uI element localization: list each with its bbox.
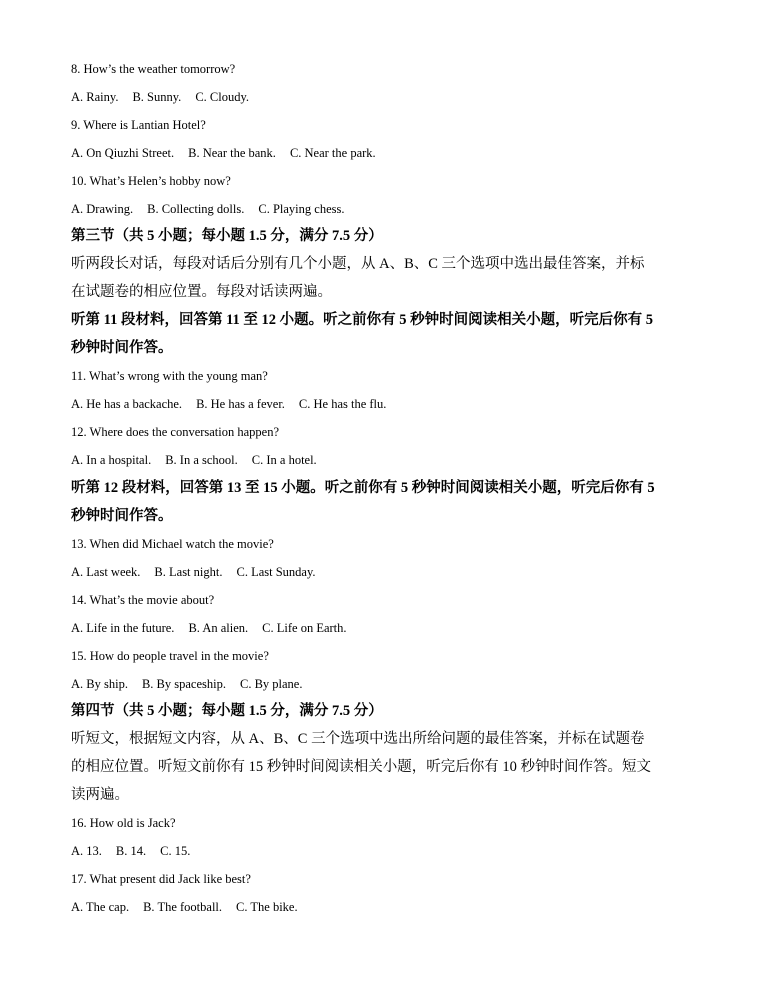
option-a: A. Rainy.	[71, 90, 119, 104]
section-4-title: 第四节（共 5 小题；每小题 1.5 分，满分 7.5 分）	[71, 703, 383, 719]
option-a: A. 13.	[71, 844, 102, 858]
option-b: B. An alien.	[188, 621, 249, 635]
option-b: B. He has a fever.	[196, 397, 285, 411]
question-14-options	[71, 614, 711, 642]
instruction-line: 听第 12 段材料，回答第 13 至 15 小题。听之前你有 5 秒钟时间阅读相关小题，听完后你有 5	[71, 480, 655, 496]
question-9-options	[71, 139, 711, 167]
option-c: C. The bike.	[236, 900, 298, 914]
option-a: A. Drawing.	[71, 202, 134, 216]
instruction-line: 秒钟时间作答。	[71, 508, 173, 524]
option-b: B. 14.	[115, 844, 147, 858]
option-b: B. The football.	[143, 900, 223, 914]
option-c: C. Playing chess.	[258, 202, 345, 216]
option-c: C. Last Sunday.	[236, 565, 316, 579]
instruction-line: 在试题卷的相应位置。每段对话读两遍。	[71, 284, 332, 300]
option-c: C. Near the park.	[289, 146, 376, 160]
option-c: C. By plane.	[239, 677, 303, 691]
question-11: 11. What’s wrong with the young man?	[71, 369, 268, 383]
option-a: A. In a hospital.	[71, 453, 152, 467]
question-16: 16. How old is Jack?	[71, 816, 176, 830]
question-17-options	[71, 893, 711, 921]
option-a: A. By ship.	[71, 677, 128, 691]
section-3-instructions	[71, 250, 711, 306]
question-13: 13. When did Michael watch the movie?	[71, 537, 274, 551]
question-15: 15. How do people travel in the movie?	[71, 649, 269, 663]
option-b: B. By spaceship.	[141, 677, 226, 691]
option-b: B. Collecting dolls.	[147, 202, 245, 216]
option-a: A. He has a backache.	[71, 397, 183, 411]
question-13-options	[71, 558, 711, 586]
instruction-line: 听短文，根据短文内容，从 A、B、C 三个选项中选出所给问题的最佳答案，并标在试题卷	[71, 731, 645, 747]
option-c: C. Cloudy.	[195, 90, 250, 104]
question-15-options	[71, 670, 711, 698]
material-11-instructions	[71, 306, 711, 362]
instruction-line: 听两段长对话，每段对话后分别有几个小题，从 A、B、C 三个选项中选出最佳答案，并标	[71, 256, 645, 272]
question-8-options	[71, 83, 711, 111]
instruction-line: 秒钟时间作答。	[71, 340, 173, 356]
option-a: A. On Qiuzhi Street.	[71, 146, 175, 160]
exam-page	[71, 0, 711, 921]
option-b: B. Near the bank.	[188, 146, 276, 160]
material-12-instructions	[71, 474, 711, 530]
option-c: C. Life on Earth.	[262, 621, 347, 635]
option-c: C. In a hotel.	[251, 453, 317, 467]
instruction-line: 的相应位置。听短文前你有 15 秒钟时间阅读相关小题，听完后你有 10 秒钟时间作答。短文	[71, 759, 651, 775]
option-b: B. In a school.	[165, 453, 238, 467]
option-a: A. The cap.	[71, 900, 130, 914]
question-10-options	[71, 195, 711, 223]
instruction-line: 听第 11 段材料，回答第 11 至 12 小题。听之前你有 5 秒钟时间阅读相关小题，听完后你有 5	[71, 312, 654, 328]
question-12-options	[71, 446, 711, 474]
option-a: A. Last week.	[71, 565, 141, 579]
question-11-options	[71, 390, 711, 418]
section-3-title: 第三节（共 5 小题；每小题 1.5 分，满分 7.5 分）	[71, 228, 383, 244]
option-c: C. 15.	[160, 844, 191, 858]
option-a: A. Life in the future.	[71, 621, 175, 635]
instruction-line: 读两遍。	[71, 787, 129, 803]
question-12: 12. Where does the conversation happen?	[71, 425, 280, 439]
question-8: 8. How’s the weather tomorrow?	[71, 62, 236, 76]
question-14: 14. What’s the movie about?	[71, 593, 215, 607]
question-16-options	[71, 837, 711, 865]
option-c: C. He has the flu.	[298, 397, 387, 411]
option-b: B. Last night.	[154, 565, 223, 579]
question-17: 17. What present did Jack like best?	[71, 872, 251, 886]
question-10: 10. What’s Helen’s hobby now?	[71, 174, 231, 188]
option-b: B. Sunny.	[132, 90, 182, 104]
question-9: 9. Where is Lantian Hotel?	[71, 118, 206, 132]
section-4-instructions	[71, 725, 711, 809]
